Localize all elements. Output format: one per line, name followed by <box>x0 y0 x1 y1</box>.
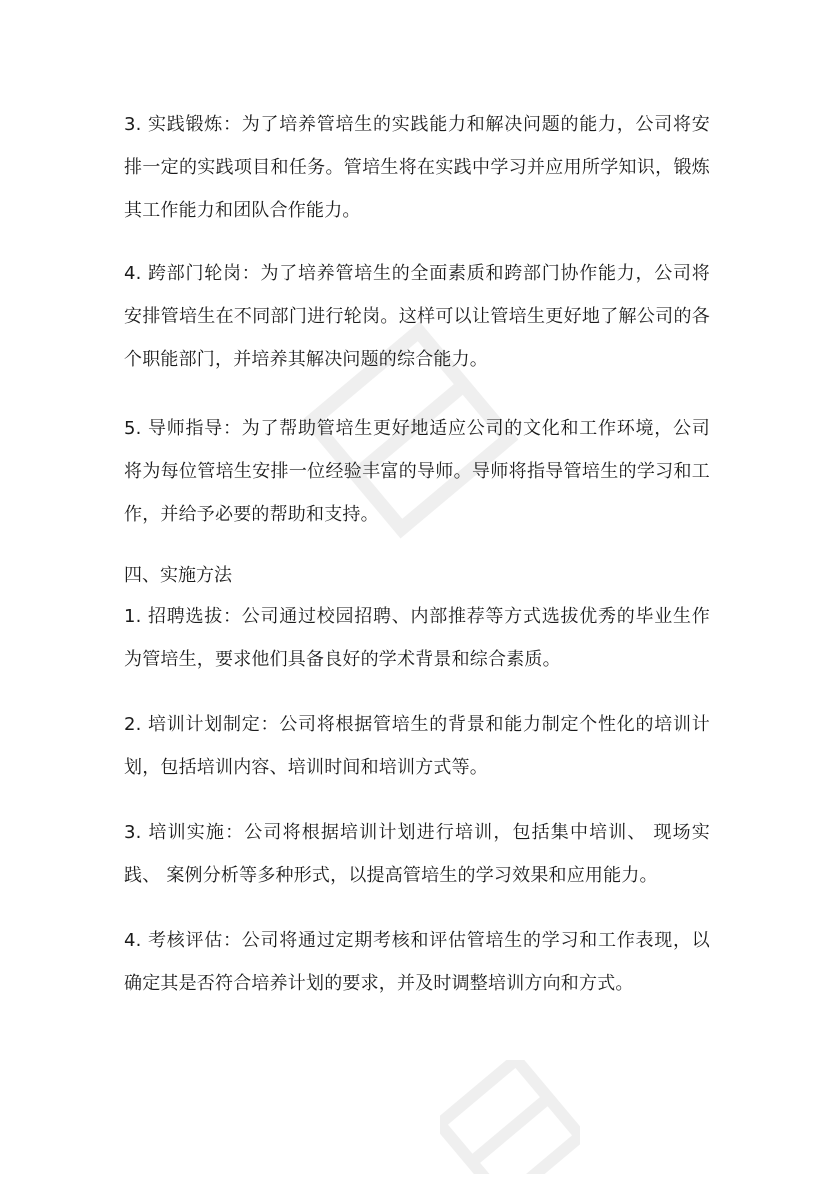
paragraph-recruitment: 1. 招聘选拔：公司通过校园招聘、内部推荐等方式选拔优秀的毕业生作为管培生，要求他们具备良好的学术背景和综合素质。 <box>124 606 710 670</box>
paragraph-execution: 3. 培训实施：公司将根据培训计划进行培训，包括集中培训、 现场实践、 案例分析等多种形式，以提高管培生的学习效果和应用能力。 <box>124 822 710 886</box>
paragraph-practice: 3. 实践锻炼：为了培养管培生的实践能力和解决问题的能力，公司将安排一定的实践项目和任务。管培生将在实践中学习并应用所学知识，锻炼其工作能力和团队合作能力。 <box>124 114 710 221</box>
watermark-mark <box>440 1060 580 1174</box>
paragraph-rotation: 4. 跨部门轮岗：为了培养管培生的全面素质和跨部门协作能力，公司将安排管培生在不同部门进行轮岗。这样可以让管培生更好地了解公司的各个职能部门，并培养其解决问题的综合能力。 <box>124 263 710 370</box>
paragraph-evaluation: 4. 考核评估：公司将通过定期考核和评估管培生的学习和工作表现，以确定其是否符合培养计划的要求，并及时调整培训方向和方式。 <box>124 930 710 994</box>
section-heading: 四、实施方法 <box>124 565 232 586</box>
paragraph-mentor: 5. 导师指导：为了帮助管培生更好地适应公司的文化和工作环境，公司将为每位管培生安排一位经验丰富的导师。导师将指导管培生的学习和工作，并给予必要的帮助和支持。 <box>124 418 710 525</box>
paragraph-plan: 2. 培训计划制定：公司将根据管培生的背景和能力制定个性化的培训计划，包括培训内容、培训时间和培训方式等。 <box>124 714 710 778</box>
